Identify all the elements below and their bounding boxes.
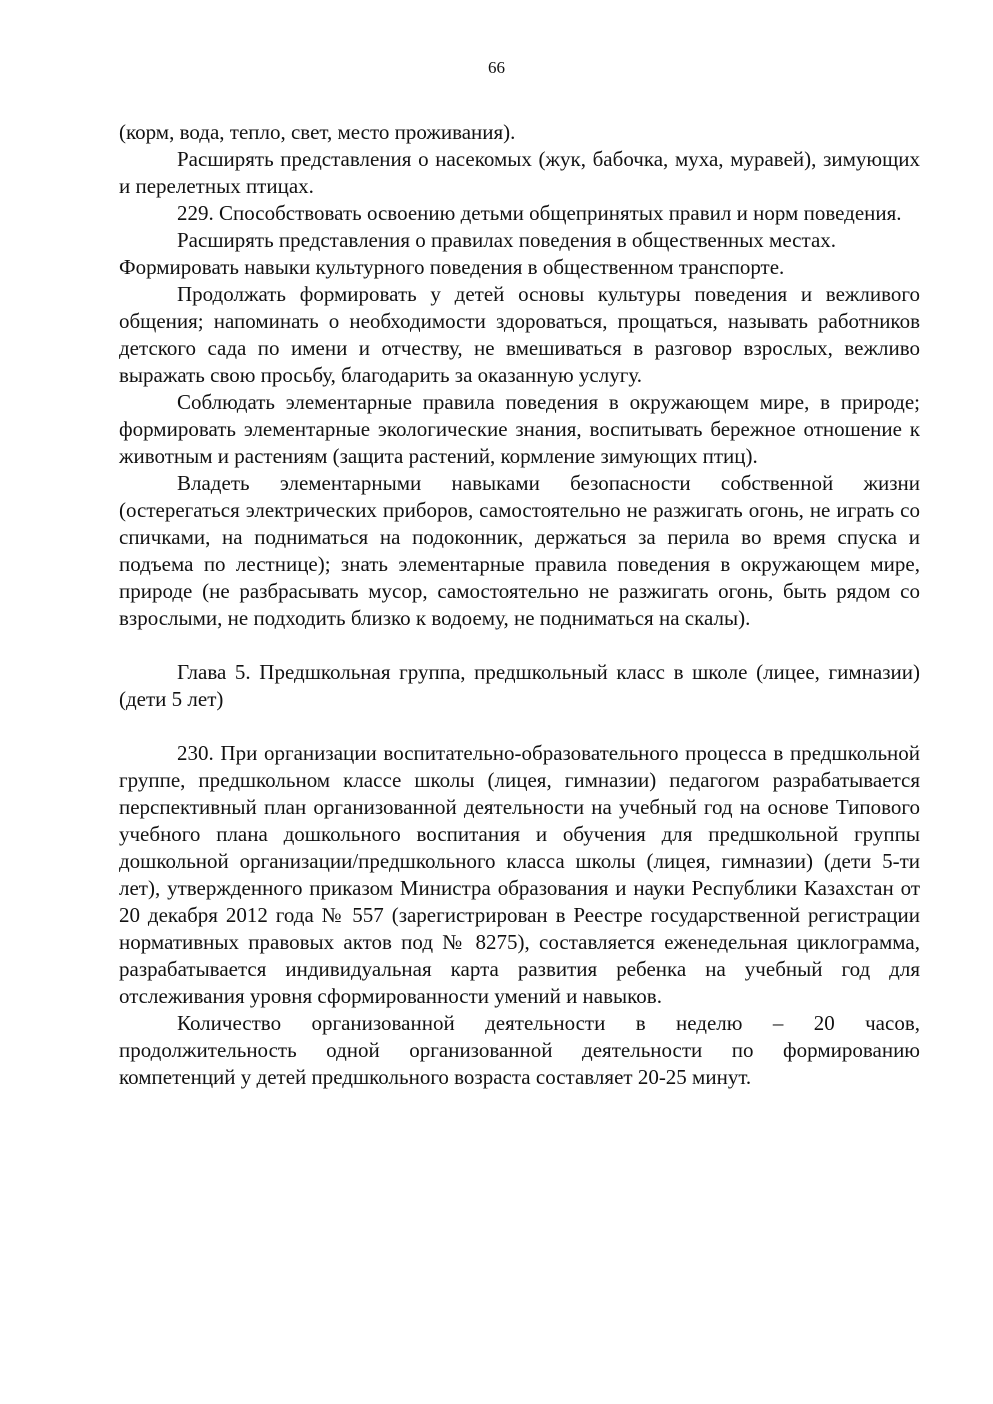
paragraph-229: 229. Способствовать освоению детьми общепринятых правил и норм поведения. bbox=[177, 201, 902, 225]
document-body bbox=[119, 119, 920, 1091]
paragraph-insects: Расширять представления о насекомых (жук, бабочка, муха, муравей), зимующих и перелетных птицах. bbox=[119, 147, 920, 198]
paragraph-public-places: Расширять представления о правилах поведения в общественных местах. bbox=[177, 228, 837, 252]
paragraph-230: 230. При организации воспитательно-образовательного процесса в предшкольной группе, предшкольном классе школы (лицея, гимназии) педагогом разрабатывается перспективный план организованной деятельности на учебный год на основе Типового учебного плана дошкольного воспитания и обучения для предшкольной группы дошкольной организации/предшкольного класса школы (лицея, гимназии) (дети 5-ти лет), утвержденного приказом Министра образования и науки Республики Казахстан от 20 декабря 2012 года № 557 (зарегистрирован в Реестре государственной регистрации нормативных правовых актов под № 8275), составляется еженедельная циклограмма, разрабатывается индивидуальная карта развития ребенка на учебный год для отслеживания уровня сформированности умений и навыков. bbox=[119, 741, 920, 1008]
paragraph-nature-rules: Соблюдать элементарные правила поведения в окружающем мире, в природе; формировать элементарные экологические знания, воспитывать бережное отношение к животным и растениям (защита растений, кормление зимующих птиц). bbox=[119, 390, 920, 468]
paragraph-safety: Владеть элементарными навыками безопасности собственной жизни (остерегаться электрических приборов, самостоятельно не разжигать огонь, не играть со спичками, на подниматься на подоконник, держаться за перила во время спуска и подъема по лестнице); знать элементарные правила поведения в окружающем мире, природе (не разбрасывать мусор, самостоятельно не разжигать огонь, быть рядом со взрослыми, не подходить близко к водоему, не подниматься на скалы). bbox=[119, 471, 920, 630]
paragraph-hours: Количество организованной деятельности в неделю – 20 часов, продолжительность одной организованной деятельности по формированию компетенций у детей предшкольного возраста составляет 20-25 минут. bbox=[119, 1011, 920, 1089]
chapter-5-heading: Глава 5. Предшкольная группа, предшкольный класс в школе (лицее, гимназии) (дети 5 лет) bbox=[119, 660, 920, 711]
paragraph-public-transport: Формировать навыки культурного поведения в общественном транспорте. bbox=[119, 255, 785, 279]
paragraph-polite-behavior: Продолжать формировать у детей основы культуры поведения и вежливого общения; напоминать о необходимости здороваться, прощаться, называть работников детского сада по имени и отчеству, не вмешиваться в разговор взрослых, вежливо выражать свою просьбу, благодарить за оказанную услугу. bbox=[119, 282, 920, 387]
page-number: 66 bbox=[488, 58, 505, 77]
paragraph-continuation: (корм, вода, тепло, свет, место проживания). bbox=[119, 120, 516, 144]
